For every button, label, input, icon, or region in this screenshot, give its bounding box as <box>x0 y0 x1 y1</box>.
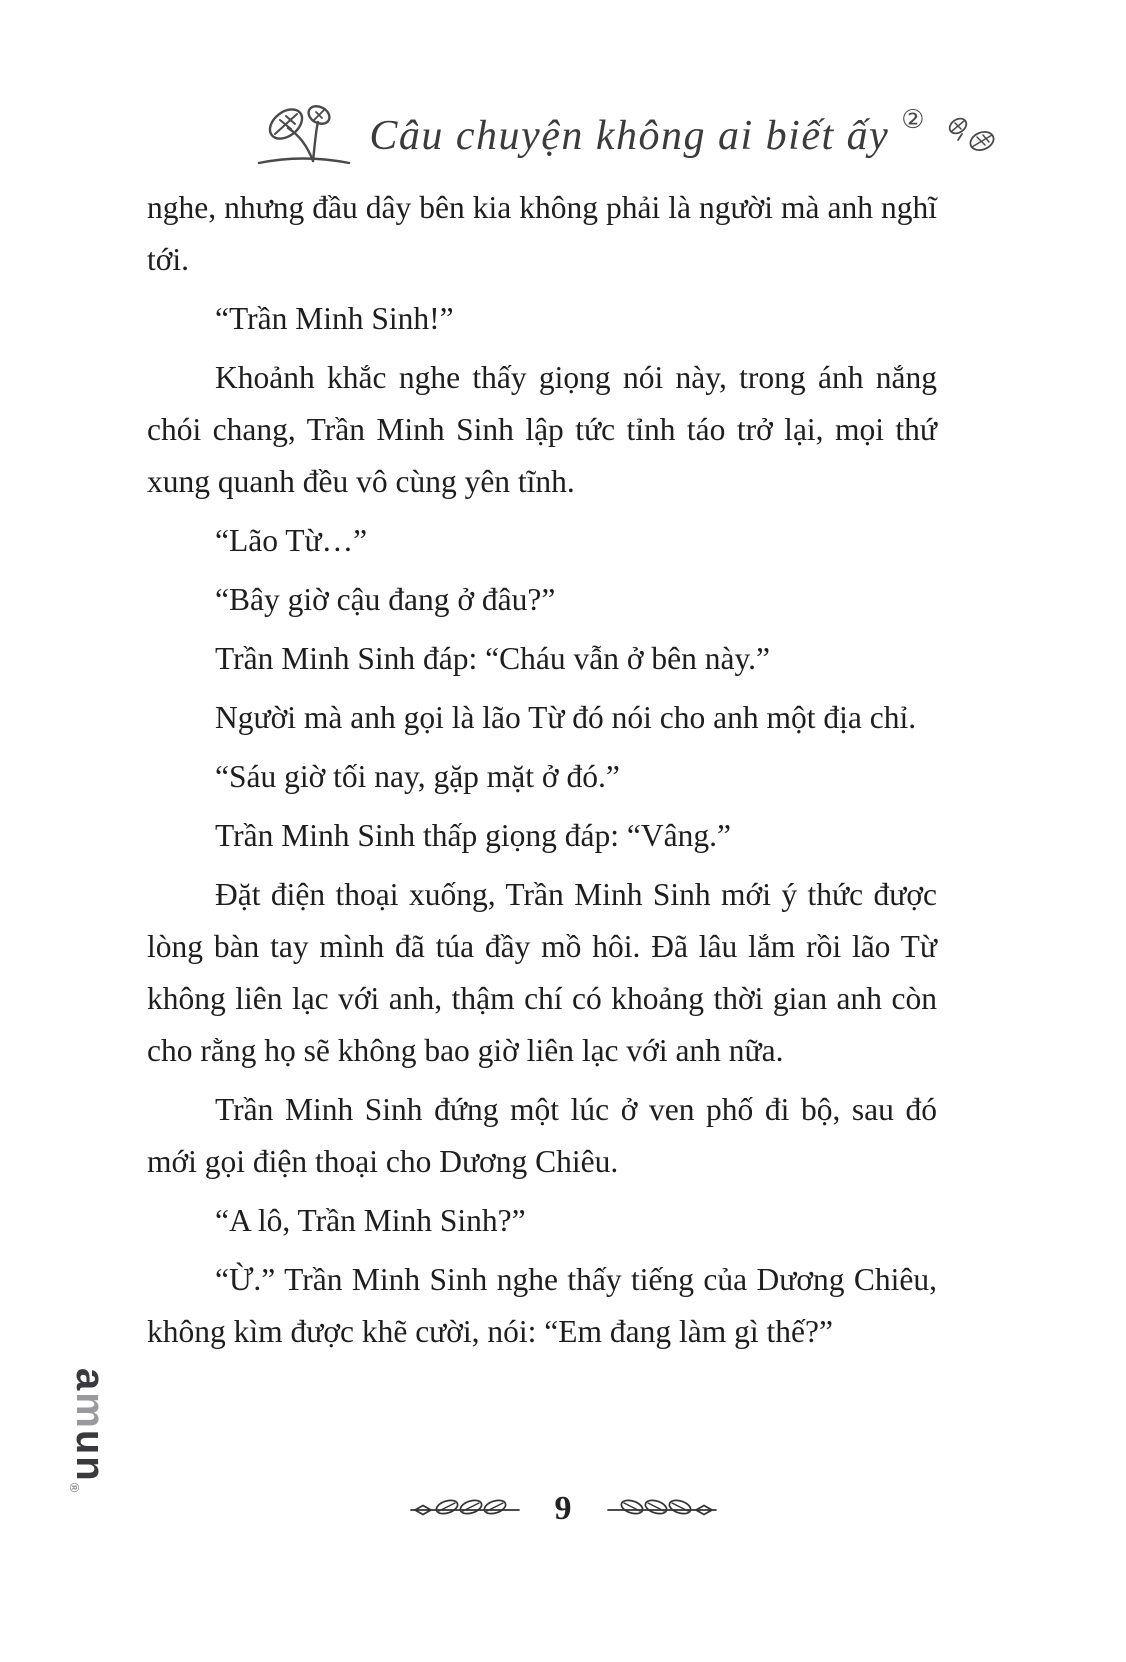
paragraph: Đặt điện thoại xuống, Trần Minh Sinh mới ý thức được lòng bàn tay mình đã túa đầy mồ hôi. Đã lâu lắm rồi lão Từ không liên lạc với anh, thậm chí có khoảng thời gian anh còn cho rằng họ sẽ không bao giờ liên lạc với anh nữa. <box>147 877 937 1068</box>
publisher-logo <box>16 1368 116 1498</box>
sprout-icon <box>253 99 353 173</box>
registered-mark: ® <box>67 1482 82 1493</box>
paragraph: “Trần Minh Sinh!” <box>215 301 454 336</box>
branch-ornament-left-icon <box>409 1495 521 1523</box>
publisher-logo-text: amun® <box>67 1368 112 1493</box>
leaves-icon <box>941 112 1003 160</box>
paragraph: Khoảnh khắc nghe thấy giọng nói này, trong ánh nắng chói chang, Trần Minh Sinh lập tức tỉnh táo trở lại, mọi thứ xung quanh đều vô cùng yên tĩnh. <box>147 360 937 499</box>
paragraph: Trần Minh Sinh thấp giọng đáp: “Vâng.” <box>215 818 731 853</box>
paragraph: Trần Minh Sinh đứng một lúc ở ven phố đi bộ, sau đó mới gọi điện thoại cho Dương Chiêu. <box>147 1092 937 1179</box>
paragraph: “Ừ.” Trần Minh Sinh nghe thấy tiếng của Dương Chiêu, không kìm được khẽ cười, nói: “Em đang làm gì thế?” <box>147 1262 937 1349</box>
paragraph: “Bây giờ cậu đang ở đâu?” <box>215 582 556 617</box>
page-footer <box>0 1492 1126 1526</box>
paragraph: “Lão Từ…” <box>215 523 368 558</box>
chapter-header <box>0 86 1126 186</box>
page-number: 9 <box>554 1490 572 1527</box>
paragraph: “A lô, Trần Minh Sinh?” <box>215 1203 526 1238</box>
page-body <box>147 182 937 1365</box>
chapter-title: Câu chuyện không ai biết ấy <box>369 113 890 159</box>
paragraph: “Sáu giờ tối nay, gặp mặt ở đó.” <box>215 759 620 794</box>
paragraph: nghe, nhưng đầu dây bên kia không phải là người mà anh nghĩ tới. <box>147 190 937 277</box>
volume-badge: ② <box>901 105 925 135</box>
branch-ornament-right-icon <box>606 1495 718 1523</box>
paragraph: Người mà anh gọi là lão Từ đó nói cho anh một địa chỉ. <box>215 700 917 735</box>
paragraph: Trần Minh Sinh đáp: “Cháu vẫn ở bên này.” <box>215 641 771 676</box>
